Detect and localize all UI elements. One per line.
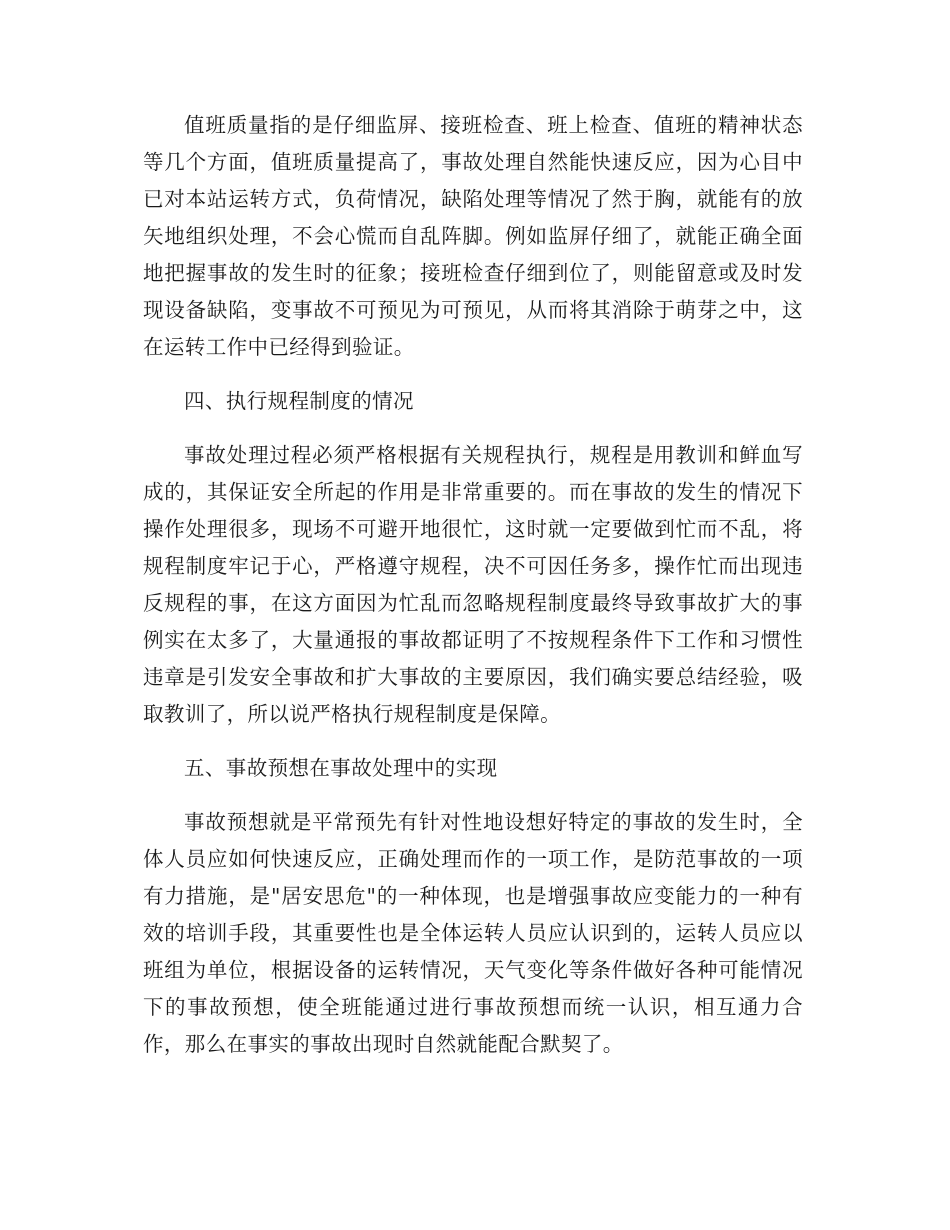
section-heading-5: 五、事故预想在事故处理中的实现 (184, 756, 498, 780)
body-paragraph-3: 事故预想就是平常预先有针对性地设想好特定的事故的发生时，全体人员应如何快速反应，正确处理而作的一项工作，是防范事故的一项有力措施，是"居安思危"的一种体现，也是增强事故应变能力的一种有效的培训手段，其重要性也是全体运转人员应认识到的，运转人员应以班组为单位，根据设备的运转情况，天气变化等条件做好各种可能情况下的事故预想，使全班能通过进行事故预想而统一认识，相互通力合作，那么在事实的事故出现时自然就能配合默契了。 (143, 810, 803, 1056)
body-paragraph-1: 值班质量指的是仔细监屏、接班检查、班上检查、值班的精神状态等几个方面，值班质量提高了，事故处理自然能快速反应，因为心目中已对本站运转方式，负荷情况，缺陷处理等情况了然于胸，就能有的放矢地组织处理，不会心慌而自乱阵脚。例如监屏仔细了，就能正确全面地把握事故的发生时的征象；接班检查仔细到位了，则能留意或及时发现设备缺陷，变事故不可预见为可预见，从而将其消除于萌芽之中，这在运转工作中已经得到验证。 (143, 113, 803, 359)
section-heading-4: 四、执行规程制度的情况 (184, 389, 414, 413)
body-paragraph-2: 事故处理过程必须严格根据有关规程执行，规程是用教训和鲜血写成的，其保证安全所起的作用是非常重要的。而在事故的发生的情况下操作处理很多，现场不可避开地很忙，这时就一定要做到忙而不乱，将规程制度牢记于心，严格遵守规程，决不可因任务多，操作忙而出现违反规程的事，在这方面因为忙乱而忽略规程制度最终导致事故扩大的事例实在太多了，大量通报的事故都证明了不按规程条件下工作和习惯性违章是引发安全事故和扩大事故的主要原因，我们确实要总结经验，吸取教训了，所以说严格执行规程制度是保障。 (143, 443, 803, 726)
document-page (143, 107, 803, 1063)
